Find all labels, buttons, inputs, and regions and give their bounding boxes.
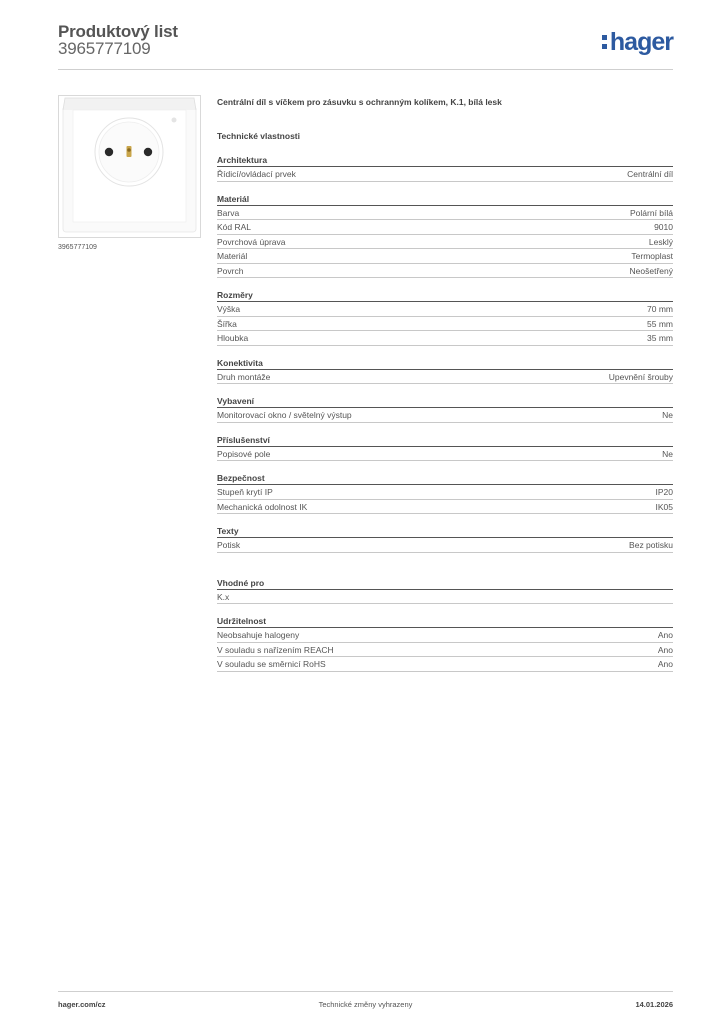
spec-row xyxy=(217,317,673,332)
spec-value: Bez potisku xyxy=(629,540,673,550)
spec-group-title: Texty xyxy=(217,525,673,538)
spec-row xyxy=(217,249,673,264)
spec-group-title: Architektura xyxy=(217,154,673,167)
spec-label: Barva xyxy=(217,207,240,218)
spec-label: V souladu se směrnicí RoHS xyxy=(217,659,326,669)
spec-value: Lesklý xyxy=(648,236,673,247)
technical-properties-heading: Technické vlastnosti xyxy=(217,131,300,141)
spec-group xyxy=(217,472,673,514)
spec-row xyxy=(217,643,673,658)
spec-value: 35 mm xyxy=(647,333,673,343)
spec-value: Termoplast xyxy=(631,251,673,261)
spec-value: Ano xyxy=(657,659,673,669)
spec-label: K.x xyxy=(217,591,230,602)
spec-row xyxy=(217,235,673,250)
spec-label: Šířka xyxy=(217,318,237,329)
spec-group xyxy=(217,434,673,462)
spec-label: Povrch xyxy=(217,265,244,276)
spec-group xyxy=(217,395,673,423)
logo-text: hager xyxy=(609,28,673,56)
spec-label: Kód RAL xyxy=(217,222,252,232)
spec-group-title: Konektivita xyxy=(217,357,673,370)
spec-group-title: Udržitelnost xyxy=(217,615,673,628)
spec-group-title: Bezpečnost xyxy=(217,472,673,485)
spec-group xyxy=(217,154,673,182)
spec-group xyxy=(217,525,673,553)
spec-row xyxy=(217,447,673,462)
document-number: 3965777109 xyxy=(58,39,151,58)
spec-value: IK05 xyxy=(655,501,673,512)
document-title: Produktový list xyxy=(58,22,178,41)
spec-group-title: Vhodné pro xyxy=(217,577,673,590)
spec-label: Potisk xyxy=(217,540,241,550)
footer-website[interactable]: hager.com/cz xyxy=(58,1000,106,1009)
spec-row xyxy=(217,206,673,221)
spec-value: 55 mm xyxy=(647,318,673,329)
spec-value: Polární bílá xyxy=(630,207,673,218)
spec-row xyxy=(217,538,673,553)
spec-row xyxy=(217,485,673,500)
spec-value: Neošetřený xyxy=(629,265,673,276)
spec-row xyxy=(217,408,673,423)
spec-row xyxy=(217,590,673,605)
spec-group-title: Rozměry xyxy=(217,289,673,302)
spec-label: Povrchová úprava xyxy=(217,236,286,247)
spec-label: Neobsahuje halogeny xyxy=(217,630,300,640)
footer-note: Technické změny vyhrazeny xyxy=(318,1000,413,1009)
spec-value: IP20 xyxy=(655,487,673,497)
product-title: Centrální díl s víčkem pro zásuvku s ochranným kolíkem, K.1, bílá lesk xyxy=(217,97,502,107)
spec-group xyxy=(217,615,673,672)
product-image xyxy=(58,95,201,238)
spec-row xyxy=(217,220,673,235)
spec-group xyxy=(217,357,673,385)
spec-value: Centrální díl xyxy=(627,169,673,179)
spec-label: Popisové pole xyxy=(217,448,271,459)
spec-value: Ne xyxy=(662,448,673,459)
spec-value: 9010 xyxy=(654,222,673,232)
spec-group-title: Vybavení xyxy=(217,395,673,408)
spec-value: Upevnění šrouby xyxy=(608,371,673,382)
spec-row xyxy=(217,167,673,182)
socket-with-lid-icon xyxy=(59,96,200,237)
spec-row xyxy=(217,500,673,515)
spec-label: Výška xyxy=(217,304,241,314)
spec-label: Druh montáže xyxy=(217,371,271,382)
hager-logo xyxy=(602,28,673,56)
spec-value: Ano xyxy=(657,644,673,655)
spec-row xyxy=(217,331,673,346)
spec-value: 70 mm xyxy=(647,304,673,314)
spec-groups xyxy=(217,154,673,672)
product-specs xyxy=(217,95,673,672)
spec-group xyxy=(217,289,673,346)
spec-label: Mechanická odolnost IK xyxy=(217,501,308,512)
page-footer xyxy=(58,991,673,1015)
spec-group-title: Příslušenství xyxy=(217,434,673,447)
spec-value: Ne xyxy=(662,410,673,420)
spec-label: Stupeň krytí IP xyxy=(217,487,273,497)
footer-date: 14.01.2026 xyxy=(635,1000,673,1009)
spec-row xyxy=(217,370,673,385)
spec-value: Ano xyxy=(657,630,673,640)
spec-label: Hloubka xyxy=(217,333,249,343)
spec-label: V souladu s nařízením REACH xyxy=(217,644,334,655)
spec-row xyxy=(217,302,673,317)
spec-row xyxy=(217,264,673,279)
spec-label: Řídicí/ovládací prvek xyxy=(217,169,296,179)
page-header xyxy=(58,22,673,70)
spec-row xyxy=(217,628,673,643)
spec-group-title: Materiál xyxy=(217,193,673,206)
spec-row xyxy=(217,657,673,672)
image-caption: 3965777109 xyxy=(58,244,97,251)
spec-label: Monitorovací okno / světelný výstup xyxy=(217,410,352,420)
spec-group xyxy=(217,193,673,279)
spec-label: Materiál xyxy=(217,251,248,261)
spec-group xyxy=(217,577,673,605)
logo-dots-icon xyxy=(602,32,608,52)
